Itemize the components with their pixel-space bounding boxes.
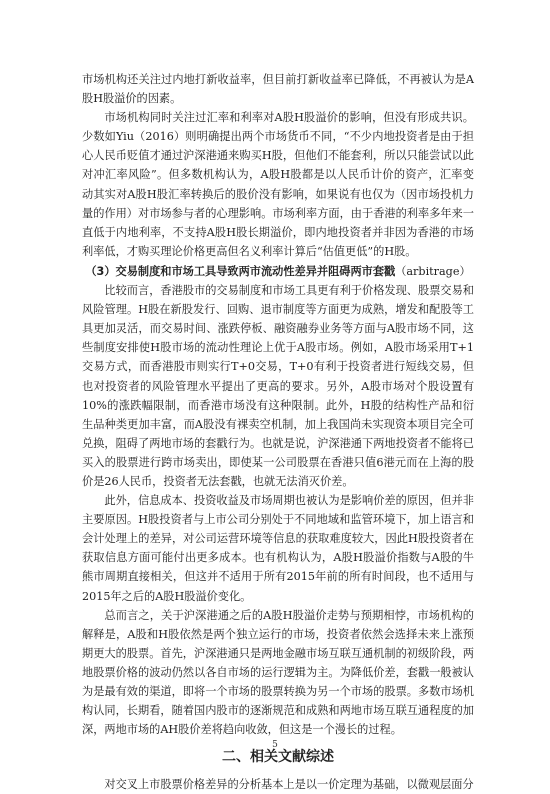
paragraph-trading-rules: 比较而言，香港股市的交易制度和市场工具更有利于价格发现、股票交易和风险管理。H股在新股发行、回购、退市制度等方面更为成熟，增发和配股等工具更加灵活，而交易时间、涨跌停板、融资融券业务等方面与A股市场不同，这些制度安排使H股市场的流动性理论上优于A股市场。例如，A股市场采用T+1交易方式，而香港股市则实行T+0交易，T+0有利于投资者进行短线交易，但也对投资者的风险管理水平提出了更高的要求。另外，A股市场对个股设置有10%的涨跌幅限制，而香港市场没有这种限制。此外，H股的结构性产品和衍生品种类更加丰富，而A股没有裸卖空机制，加上我国尚未实现资本项目完全可兑换，阻碍了两地市场的套戳行为。也就是说，沪深港通下两地投资者不能将已买入的股票进行跨市场卖出，即使某一公司股票在香港只值6港元而在上海的股价是26人民币，投资者无法套戳，也就无法消灭价差。 — [82, 284, 474, 488]
body-text — [82, 70, 474, 794]
subheading-trading-system — [82, 262, 474, 281]
paragraph-fx-interest: 市场机构同时关注过汇率和利率对A股H股溢价的影响，但没有形成共识。少数如Yiu（2016）则明确提出两个市场货币不同，“不少内地投资者是由于担心人民币贬值才通过沪深港通来购买H股，但他们不能套利，所以只能尝试以此对冲汇率风险”。但多数机构认为，A股H股都是以人民币计价的资产，汇率变动其实对A股H股汇率转换后的股价没有影响，如果说有也仅为（因市场投机力量的作用）对市场参与者的心理影响。市场利率方面，由于香港的利率多年来一直低于内地利率，不支持A股H股长期溢价，即内地投资者并非因为香港的市场利率低，才购买理论价格更高但名义利率计算后“估值更低”的H股。 — [82, 111, 474, 258]
subheading-latin: （arbitrage） — [395, 264, 471, 278]
paragraph-info-cost: 此外，信息成本、投资收益及市场周期也被认为是影响价差的原因，但并非主要原因。H股投资者与上市公司分别处于不同地域和监管环境下，加上语言和会计处理上的差异，对公司运营环境等信息的获取难度较大，因此H股投资者在获取信息方面可能付出更多成本。也有机构认为，A股H股溢价指数与A股的牛熊市周期直接相关，但这并不适用于所有2015年前的所有时间段，也不适用与2015年之后的A股H股溢价变化。 — [82, 494, 474, 603]
paragraph-literature-intro: 对交叉上市股票价格差异的分析基本上是以一价定理为基础，以微观层面分 — [104, 778, 474, 792]
subheading-text: （3）交易制度和市场工具导致两市流动性差异并阻碍两市套戳 — [85, 264, 396, 278]
paragraph-summary: 总而言之，关于沪深港通之后的A股H股溢价走势与预期相悖，市场机构的解释是，A股和H股依然是两个独立运行的市场，投资者依然会选择未来上涨预期更大的股票。首先，沪深港通只是两地金融市场互联互通机制的初级阶段，两地股票价格的波动仍然以各自市场的运行逻辑为主。为降低价差，套戳一般被认为是最有效的渠道，即将一个市场的股票转换为另一个市场的股票。多数市场机构认同，长期看，随着国内股市的逐渐规范和成熟和两地市场互联互通程度的加深，两地市场的AH股价差将趋向收敛，但这是一个漫长的过程。 — [82, 608, 474, 737]
page-number: 5 — [272, 740, 278, 750]
section-heading: 二、相关文献综述 — [222, 749, 334, 766]
paragraph-ipo-yield: 市场机构还关注过内地打新收益率，但目前打新收益率已降低，不再被认为是A股H股溢价的因素。 — [82, 73, 474, 106]
